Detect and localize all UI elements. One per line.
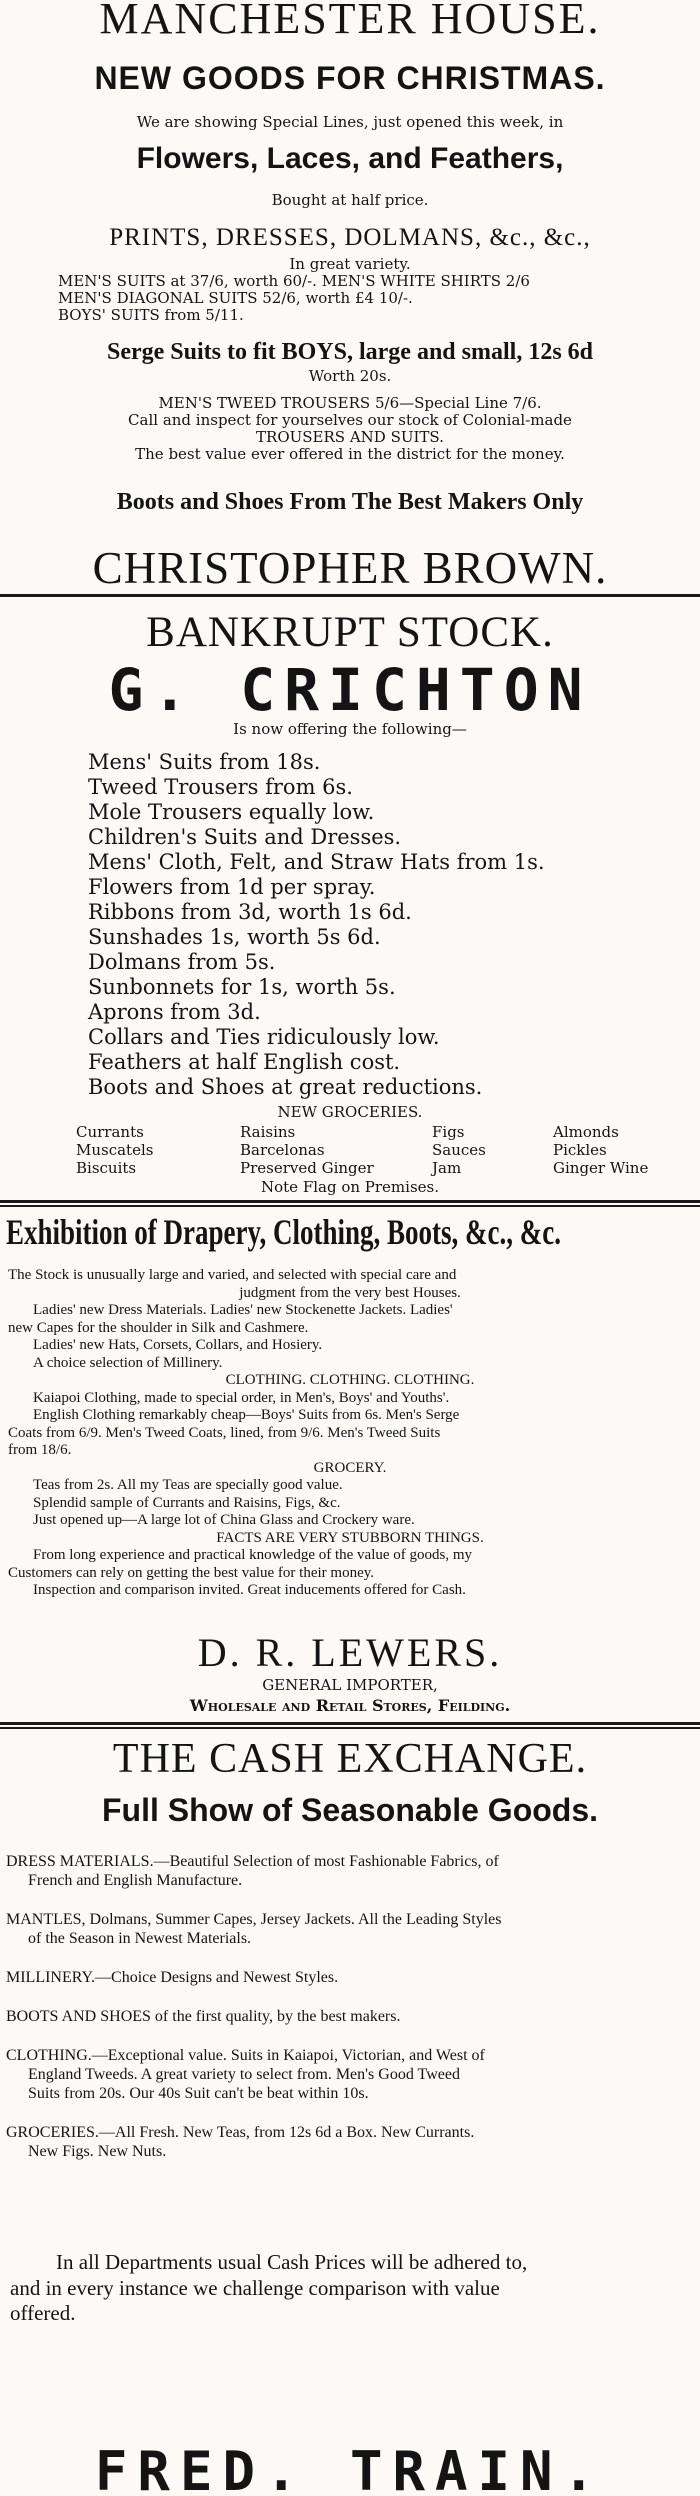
ad-subtitle: Full Show of Seasonable Goods. <box>101 1792 599 1828</box>
divider <box>0 1205 700 1207</box>
ad-title: BANKRUPT STOCK. <box>146 609 554 656</box>
list-item: Boots and Shoes at great reductions. <box>88 1075 483 1099</box>
grocery-item: Jam <box>432 1159 462 1177</box>
serge-heading: Serge Suits to fit BOYS, large and small, 12s 6d <box>106 339 594 365</box>
text-line: DRESS MATERIALS.—Beautiful Selection of most Fashionable Fabrics, of <box>6 1853 499 1870</box>
grocery-item: Raisins <box>240 1123 296 1141</box>
proprietor-name: FRED. TRAIN. <box>94 2440 606 2496</box>
text-line: Ladies' new Dress Materials. Ladies' new Stockenette Jackets. Ladies' <box>33 1302 453 1318</box>
trousers-block <box>0 395 700 463</box>
ad-title: Exhibition of Drapery, Clothing, Boots, &c., &c. <box>6 1212 562 1252</box>
text-line: Inspection and comparison invited. Great inducements offered for Cash. <box>33 1582 466 1598</box>
ad-cash-exchange <box>0 1730 700 2496</box>
body-text <box>0 1267 700 1600</box>
grocery-item: Sauces <box>432 1141 486 1159</box>
list-item: MEN'S DIAGONAL SUITS 52/6, worth £4 10/-. <box>58 289 413 307</box>
text-line: GROCERIES.—All Fresh. New Teas, from 12s 6d a Box. New Currants. <box>6 2124 475 2141</box>
text-line: A choice selection of Millinery. <box>33 1354 223 1371</box>
text-line: BOOTS AND SHOES of the first quality, by the best makers. <box>6 2008 401 2025</box>
grocery-item: Figs <box>432 1123 465 1141</box>
text-line: and in every instance we challenge comparison with value <box>10 2275 500 2300</box>
department-entry <box>0 1852 700 1890</box>
text-line: In all Departments usual Cash Prices will be adhered to, <box>56 2250 528 2274</box>
text-line: Coats from 6/9. Men's Tweed Coats, lined, from 9/6. Men's Tweed Suits <box>8 1424 441 1441</box>
flowers-heading: Flowers, Laces, and Feathers, <box>136 142 564 175</box>
list-item: Children's Suits and Dresses. <box>88 825 402 849</box>
note-text: Note Flag on Premises. <box>260 1178 439 1196</box>
grocery-item: Biscuits <box>76 1159 137 1177</box>
text-line: The Stock is unusually large and varied, and selected with special care and <box>8 1267 457 1283</box>
groceries-heading: NEW GROCERIES. <box>277 1103 423 1121</box>
text-line: Suits from 20s. Our 40s Suit can't be beat within 10s. <box>28 2085 369 2102</box>
text-line: of the Season in Newest Materials. <box>28 1930 252 1947</box>
variety-text: In great variety. <box>289 255 411 273</box>
grocery-item: Muscatels <box>76 1141 154 1159</box>
department-entry <box>0 1910 700 1948</box>
text-line: New Figs. New Nuts. <box>28 2143 167 2160</box>
text-line: FACTS ARE VERY STUBBORN THINGS. <box>216 1529 484 1546</box>
list-item: MEN'S SUITS at 37/6, worth 60/-. MEN'S WHITE SHIRTS 2/6 <box>58 272 530 290</box>
text-line: MILLINERY.—Choice Designs and Newest Styles. <box>6 1969 339 1986</box>
intro-text: Is now offering the following— <box>233 720 467 738</box>
department-entry <box>0 2123 700 2161</box>
half-price-text: Bought at half price. <box>271 191 429 209</box>
items-list <box>88 750 688 1100</box>
groceries-grid <box>0 1124 700 1178</box>
text-line: Ladies' new Hats, Corsets, Collars, and Hosiery. <box>33 1337 323 1353</box>
text-line: Just opened up—A large lot of China Glass and Crockery ware. <box>33 1512 415 1528</box>
ad-title-wrap <box>6 1210 696 1254</box>
text-line: offered. <box>10 2301 76 2325</box>
list-item: Collars and Ties ridiculously low. <box>88 1025 440 1049</box>
ad-title: THE CASH EXCHANGE. <box>112 1736 588 1782</box>
grocery-item: Almonds <box>553 1123 619 1141</box>
list-item: MEN'S TWEED TROUSERS 5/6—Special Line 7/6. <box>158 394 542 412</box>
department-entry <box>0 2007 700 2026</box>
text-line: Teas from 2s. All my Teas are specially good value. <box>33 1477 343 1493</box>
department-entry <box>0 1968 700 1987</box>
list-item: TROUSERS AND SUITS. <box>256 428 444 446</box>
list-item: BOYS' SUITS from 5/11. <box>58 306 244 324</box>
text-line: Customers can rely on getting the best value for their money. <box>8 1564 375 1581</box>
proprietor-name: CHRISTOPHER BROWN. <box>92 543 608 593</box>
text-line: judgment from the very best Houses. <box>239 1284 461 1301</box>
ad-subtitle: NEW GOODS FOR CHRISTMAS. <box>94 60 606 96</box>
list-item: Sunbonnets for 1s, worth 5s. <box>88 975 396 999</box>
role-text: GENERAL IMPORTER, <box>262 1676 438 1694</box>
ad-bankrupt-stock <box>0 600 700 1280</box>
grocery-item: Barcelonas <box>240 1141 325 1159</box>
text-line: Splendid sample of Currants and Raisins, Figs, &c. <box>33 1494 341 1511</box>
proprietor-name: D. R. LEWERS. <box>197 1630 503 1675</box>
grocery-item: Ginger Wine <box>553 1159 649 1177</box>
list-item: Sunshades 1s, worth 5s 6d. <box>88 925 381 949</box>
list-item: Mole Trousers equally low. <box>88 800 375 824</box>
ad-title: MANCHESTER HOUSE. <box>99 0 601 43</box>
grocery-item: Preserved Ginger <box>240 1159 374 1177</box>
text-line: CLOTHING. CLOTHING. CLOTHING. <box>225 1372 475 1388</box>
text-line: MANTLES, Dolmans, Summer Capes, Jersey Jackets. All the Leading Styles <box>6 1911 502 1928</box>
divider <box>0 1200 700 1203</box>
stores-text: Wholesale and Retail Stores, Feilding. <box>189 1696 511 1715</box>
closing-text <box>0 2250 700 2327</box>
list-item: Flowers from 1d per spray. <box>88 875 376 899</box>
worth-text: Worth 20s. <box>308 367 392 385</box>
list-item: Dolmans from 5s. <box>88 950 276 974</box>
text-line: English Clothing remarkably cheap—Boys' Suits from 6s. Men's Serge <box>33 1407 460 1423</box>
text-line: CLOTHING.—Exceptional value. Suits in Kaiapoi, Victorian, and West of <box>6 2047 485 2064</box>
divider <box>0 1722 700 1725</box>
ad-manchester-house <box>0 0 700 610</box>
text-line: French and English Manufacture. <box>28 1872 243 1889</box>
grocery-item: Pickles <box>553 1141 607 1159</box>
text-line: from 18/6. <box>8 1442 72 1458</box>
list-item: Aprons from 3d. <box>88 1000 261 1024</box>
divider <box>0 1727 700 1729</box>
text-line: England Tweeds. A great variety to select from. Men's Good Tweed <box>28 2066 460 2083</box>
grocery-item: Currants <box>76 1123 144 1141</box>
text-line: From long experience and practical knowledge of the value of goods, my <box>33 1547 473 1563</box>
list-item: Ribbons from 3d, worth 1s 6d. <box>88 900 412 924</box>
list-item: Feathers at half English cost. <box>88 1050 401 1074</box>
list-item: Call and inspect for yourselves our stock of Colonial-made <box>128 411 572 429</box>
department-entry <box>0 2046 700 2103</box>
prints-heading: PRINTS, DRESSES, DOLMANS, &c., &c., <box>109 224 591 251</box>
departments <box>0 1852 700 2161</box>
list-item: Tweed Trousers from 6s. <box>88 775 353 799</box>
boots-heading: Boots and Shoes From The Best Makers Only <box>116 489 584 515</box>
divider <box>0 594 700 597</box>
merchant-name: G. CRICHTON <box>108 656 592 724</box>
text-line: GROCERY. <box>313 1459 387 1476</box>
intro-text: We are showing Special Lines, just opened this week, in <box>136 113 564 131</box>
list-item: The best value ever offered in the district for the money. <box>135 445 565 463</box>
suits-list <box>58 273 698 324</box>
text-line: new Capes for the shoulder in Silk and Cashmere. <box>8 1319 309 1336</box>
list-item: Mens' Cloth, Felt, and Straw Hats from 1s. <box>88 850 545 874</box>
list-item: Mens' Suits from 18s. <box>88 750 321 774</box>
text-line: Kaiapoi Clothing, made to special order, in Men's, Boys' and Youths'. <box>33 1389 450 1406</box>
